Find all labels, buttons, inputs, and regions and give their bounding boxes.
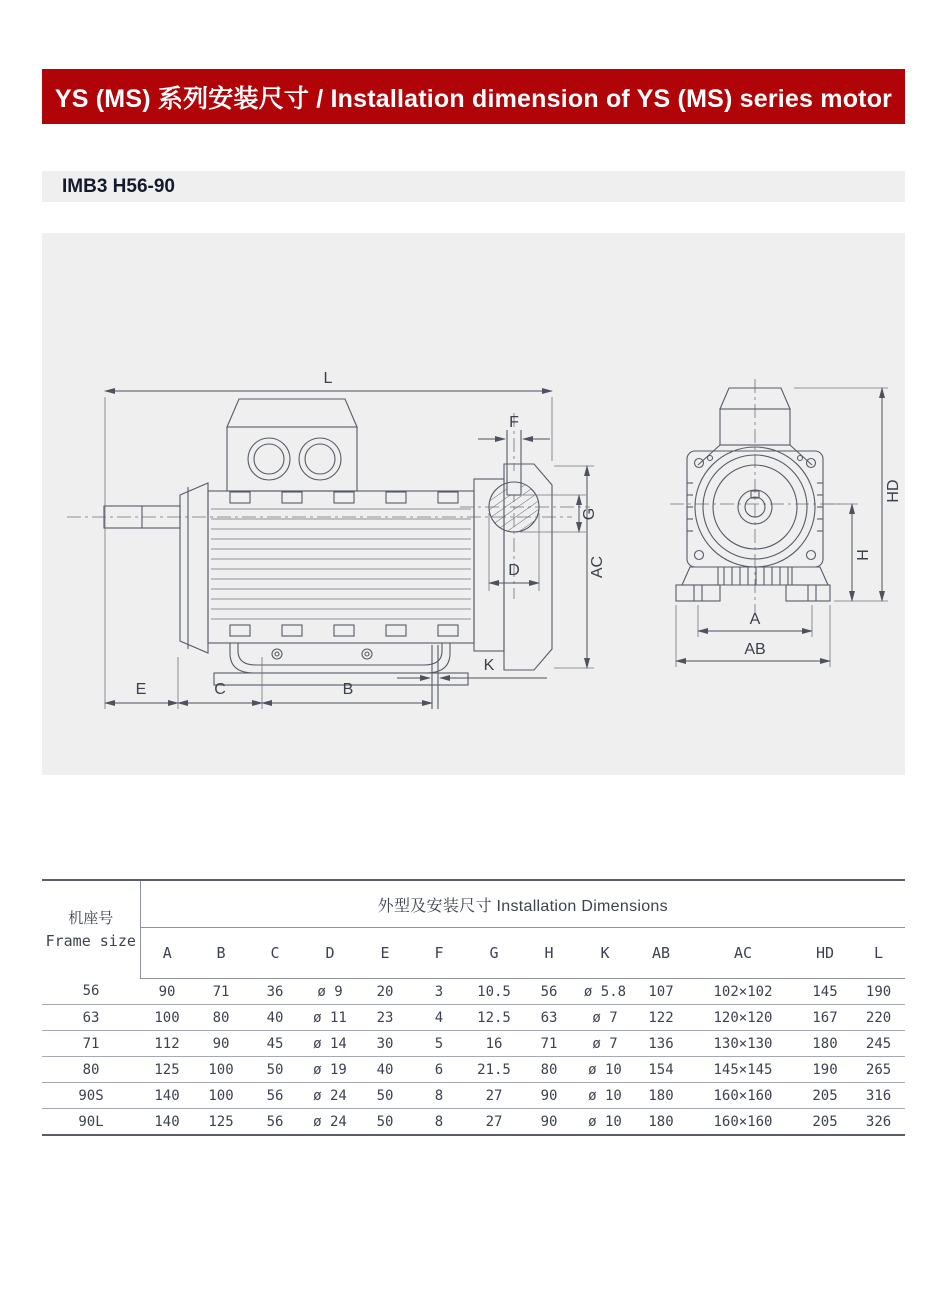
dimension-cell: 190 <box>798 1057 852 1083</box>
dimension-cell: 220 <box>852 1005 905 1031</box>
dim-label-B: B <box>342 681 354 698</box>
table-row <box>42 1031 905 1057</box>
column-header: A <box>140 928 194 979</box>
dim-label-HD: HD <box>885 479 902 503</box>
dim-label-K: K <box>483 657 495 674</box>
column-header: AC <box>688 928 798 979</box>
dimension-cell: 100 <box>140 1005 194 1031</box>
column-header: L <box>852 928 905 979</box>
dimension-cell: 27 <box>485 1113 503 1130</box>
dimension-cell: 71 <box>522 1031 576 1057</box>
column-header: G <box>466 928 522 979</box>
dimension-cell: 145×145 <box>688 1057 798 1083</box>
dimension-cell: ø 9 <box>302 979 358 1005</box>
column-header: C <box>248 928 302 979</box>
column-header-row <box>42 928 905 979</box>
dimension-cell: 245 <box>852 1031 905 1057</box>
dimension-cell: ø 10 <box>588 1113 622 1130</box>
section-label: IMB3 H56-90 <box>62 175 175 197</box>
dimension-cell: 180 <box>798 1031 852 1057</box>
dimension-cell: 100 <box>194 1083 248 1109</box>
dimension-cell: 90 <box>140 979 194 1005</box>
dimension-cell: 205 <box>812 1113 838 1130</box>
dimension-cell: 160×160 <box>713 1113 773 1130</box>
dimension-cell: 50 <box>358 1083 412 1109</box>
dimension-cell: ø 24 <box>313 1113 347 1130</box>
motor-front-view <box>670 379 902 667</box>
dimension-cell: 125 <box>140 1057 194 1083</box>
dimension-cell: ø 14 <box>302 1031 358 1057</box>
dimension-cell: 154 <box>634 1057 688 1083</box>
dimension-cell: 56 <box>266 1113 284 1130</box>
dimension-cell: 8 <box>434 1113 444 1130</box>
dim-label-F: F <box>509 414 519 431</box>
table-row <box>42 979 905 1005</box>
dim-label-AB: AB <box>744 641 766 658</box>
column-header: F <box>412 928 466 979</box>
dimension-cell: 120×120 <box>688 1005 798 1031</box>
dimension-cell: ø 10 <box>576 1083 634 1109</box>
dimension-cell: 63 <box>522 1005 576 1031</box>
dimension-cell: 4 <box>412 1005 466 1031</box>
dimension-table-body <box>42 979 905 1136</box>
dimension-cell: 16 <box>466 1031 522 1057</box>
dimension-cell: 56 <box>248 1083 302 1109</box>
dim-label-AC: AC <box>589 555 606 579</box>
dimension-cell: 20 <box>358 979 412 1005</box>
dimension-cell: 36 <box>248 979 302 1005</box>
dimension-cell: 6 <box>412 1057 466 1083</box>
dimension-cell: 100 <box>194 1057 248 1083</box>
dimension-cell: 190 <box>852 979 905 1005</box>
dimension-cell: 90 <box>522 1083 576 1109</box>
dimension-cell: 40 <box>358 1057 412 1083</box>
dimension-cell: 122 <box>634 1005 688 1031</box>
page-title: YS (MS) 系列安装尺寸 / Installation dimension of YS (MS) series motor <box>54 84 893 113</box>
dimension-cell: 160×160 <box>688 1083 798 1109</box>
dimension-table <box>42 879 905 1136</box>
dimension-cell: 12.5 <box>466 1005 522 1031</box>
dimension-cell: 23 <box>358 1005 412 1031</box>
dim-label-E: E <box>135 681 147 698</box>
motor-side-view <box>67 370 606 709</box>
dimension-cell: 326 <box>865 1113 892 1130</box>
dimension-diagram <box>42 233 905 775</box>
dimension-cell: 140 <box>140 1083 194 1109</box>
dim-label-L: L <box>323 370 333 387</box>
dimension-cell: 80 <box>522 1057 576 1083</box>
dimension-cell: 30 <box>358 1031 412 1057</box>
dimension-cell: 136 <box>634 1031 688 1057</box>
column-header: HD <box>798 928 852 979</box>
dim-label-C: C <box>214 681 226 698</box>
dimension-cell: ø 24 <box>302 1083 358 1109</box>
column-header: H <box>522 928 576 979</box>
dimension-cell: 3 <box>412 979 466 1005</box>
dimension-cell: 316 <box>852 1083 905 1109</box>
dimension-cell: 180 <box>634 1083 688 1109</box>
dimension-cell: 102×102 <box>688 979 798 1005</box>
column-header: AB <box>634 928 688 979</box>
section-bar <box>42 171 905 202</box>
dimension-cell: 167 <box>798 1005 852 1031</box>
dimension-cell: 180 <box>648 1113 674 1130</box>
dimension-cell: 40 <box>248 1005 302 1031</box>
dim-label-G: G <box>581 507 598 521</box>
frame-size-header-zh: 机座号 <box>68 908 114 927</box>
dimension-cell: 145 <box>798 979 852 1005</box>
dimension-cell: 71 <box>194 979 248 1005</box>
column-header: B <box>194 928 248 979</box>
dimension-cell: ø 19 <box>302 1057 358 1083</box>
dimension-cell: ø 7 <box>576 1031 634 1057</box>
dimension-cell: ø 10 <box>576 1057 634 1083</box>
frame-size-cell: 56 <box>42 979 140 1005</box>
table-row <box>42 1109 905 1136</box>
shaft-cross-section <box>460 413 598 599</box>
technical-drawing <box>42 233 905 775</box>
dim-label-A: A <box>749 611 761 628</box>
column-header: E <box>358 928 412 979</box>
dimension-cell: ø 7 <box>576 1005 634 1031</box>
table-row <box>42 1005 905 1031</box>
dimension-cell: 205 <box>798 1083 852 1109</box>
frame-size-header <box>42 880 140 979</box>
dim-label-H: H <box>855 549 872 561</box>
dimension-cell: 8 <box>412 1083 466 1109</box>
dimension-cell: 50 <box>376 1113 394 1130</box>
dimension-cell: 80 <box>194 1005 248 1031</box>
table-row <box>42 1083 905 1109</box>
column-header: K <box>576 928 634 979</box>
dimension-cell: 90 <box>540 1113 558 1130</box>
dimension-cell: 125 <box>208 1113 234 1130</box>
dimension-cell: 5 <box>412 1031 466 1057</box>
dimension-cell: 21.5 <box>466 1057 522 1083</box>
dimension-cell: 112 <box>140 1031 194 1057</box>
frame-size-cell: 71 <box>42 1031 140 1057</box>
dimension-cell: ø 11 <box>302 1005 358 1031</box>
frame-size-cell: 90L <box>78 1113 104 1130</box>
frame-size-cell: 90S <box>42 1083 140 1109</box>
dimension-cell: 90 <box>194 1031 248 1057</box>
frame-size-cell: 80 <box>42 1057 140 1083</box>
dimension-cell: 50 <box>248 1057 302 1083</box>
dimension-cell: 130×130 <box>688 1031 798 1057</box>
dimension-cell: 27 <box>466 1083 522 1109</box>
table-row <box>42 1057 905 1083</box>
dimension-cell: 140 <box>154 1113 180 1130</box>
column-header: D <box>302 928 358 979</box>
dimension-cell: 265 <box>852 1057 905 1083</box>
dimension-cell: 10.5 <box>466 979 522 1005</box>
installation-dimensions-header: 外型及安装尺寸 Installation Dimensions <box>140 880 905 928</box>
dimension-cell: 107 <box>634 979 688 1005</box>
dimension-cell: ø 5.8 <box>576 979 634 1005</box>
title-banner <box>42 69 905 124</box>
dimension-cell: 45 <box>248 1031 302 1057</box>
frame-size-cell: 63 <box>42 1005 140 1031</box>
dim-label-D: D <box>508 562 520 579</box>
frame-size-header-en: Frame size <box>45 931 136 950</box>
dimension-cell: 56 <box>522 979 576 1005</box>
